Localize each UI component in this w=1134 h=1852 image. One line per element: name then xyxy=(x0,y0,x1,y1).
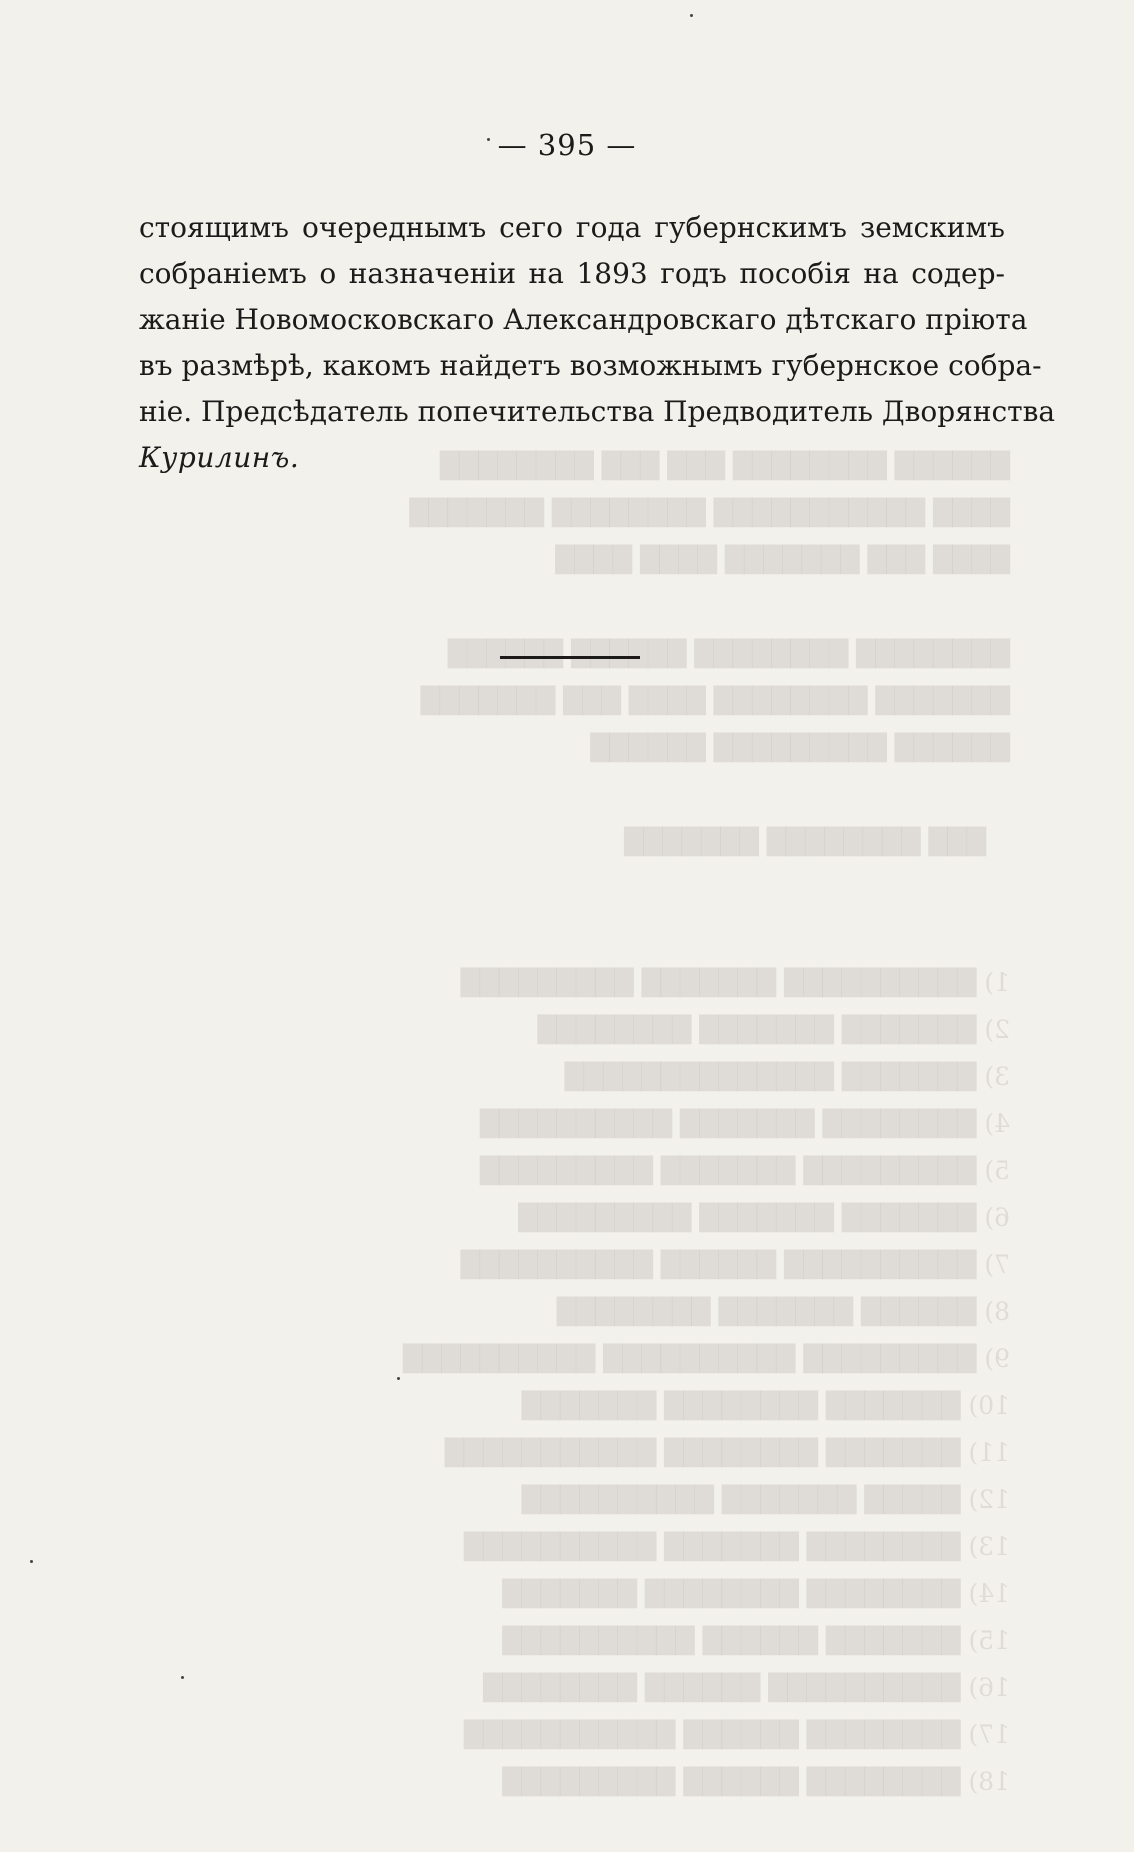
paper-speck xyxy=(181,1676,184,1679)
body-line: жаніе Новомосковскаго Александровскаго дѣтскаго пріюта xyxy=(139,303,1028,336)
signature-line xyxy=(139,435,1005,481)
section-divider-rule xyxy=(500,656,640,659)
paper-speck xyxy=(397,1377,400,1380)
signature-name: Курилинъ. xyxy=(139,441,300,474)
reverse-side-bleed-through: ██████ ████████ ███ ███ ████████ ████ ███████████ ████████ ███████ ████ ███ ███████ ████ ████ ████████ ████████ ██████ ██████ ███████ ████████ ████ ███ ███████ ██████ █████████ ██████ ███ ████████ ███████ 1) ██████████ ███████ █████████ 2) ███████ ███████ ████████ 3) ███████ ██████████████ 4) ████████ ███████ ██████████ 5) █████████ ███████ █████████ 6) ███████ ███████ █████████ 7) ██████████ ██████ ██████████ 8) ██████ ███████ ████████ 9) █████████ ██████████ ██████████ 10) ███████ ████████ ███████ 11) ███████ ████████ ███████████ 12) █████ ███████ ██████████ 13) ████████ ███████ ██████████ 14) ████████ ████████ ███████ 15) ███████ ██████ ██████████ 16) ██████████ ██████ ████████ 17) ████████ ██████ ███████████ 18) ████████ ██████ █████████ xyxy=(402,451,1010,1796)
paper-speck xyxy=(30,1560,33,1563)
body-line: стоящимъ очереднымъ сего года губернскимъ земскимъ xyxy=(139,211,1005,244)
body-line: въ размѣрѣ, какомъ найдетъ возможнымъ губернское собра- xyxy=(139,349,1042,382)
body-paragraph xyxy=(139,205,1056,481)
paper-speck xyxy=(487,138,490,141)
body-line: собраніемъ о назначеніи на 1893 годъ пособія на содер- xyxy=(139,257,1005,290)
page-number: — 395 — xyxy=(497,128,637,162)
paper-speck xyxy=(690,14,693,17)
body-line: ніе. Предсѣдатель попечительства Предводитель Дворянства xyxy=(139,395,1056,428)
